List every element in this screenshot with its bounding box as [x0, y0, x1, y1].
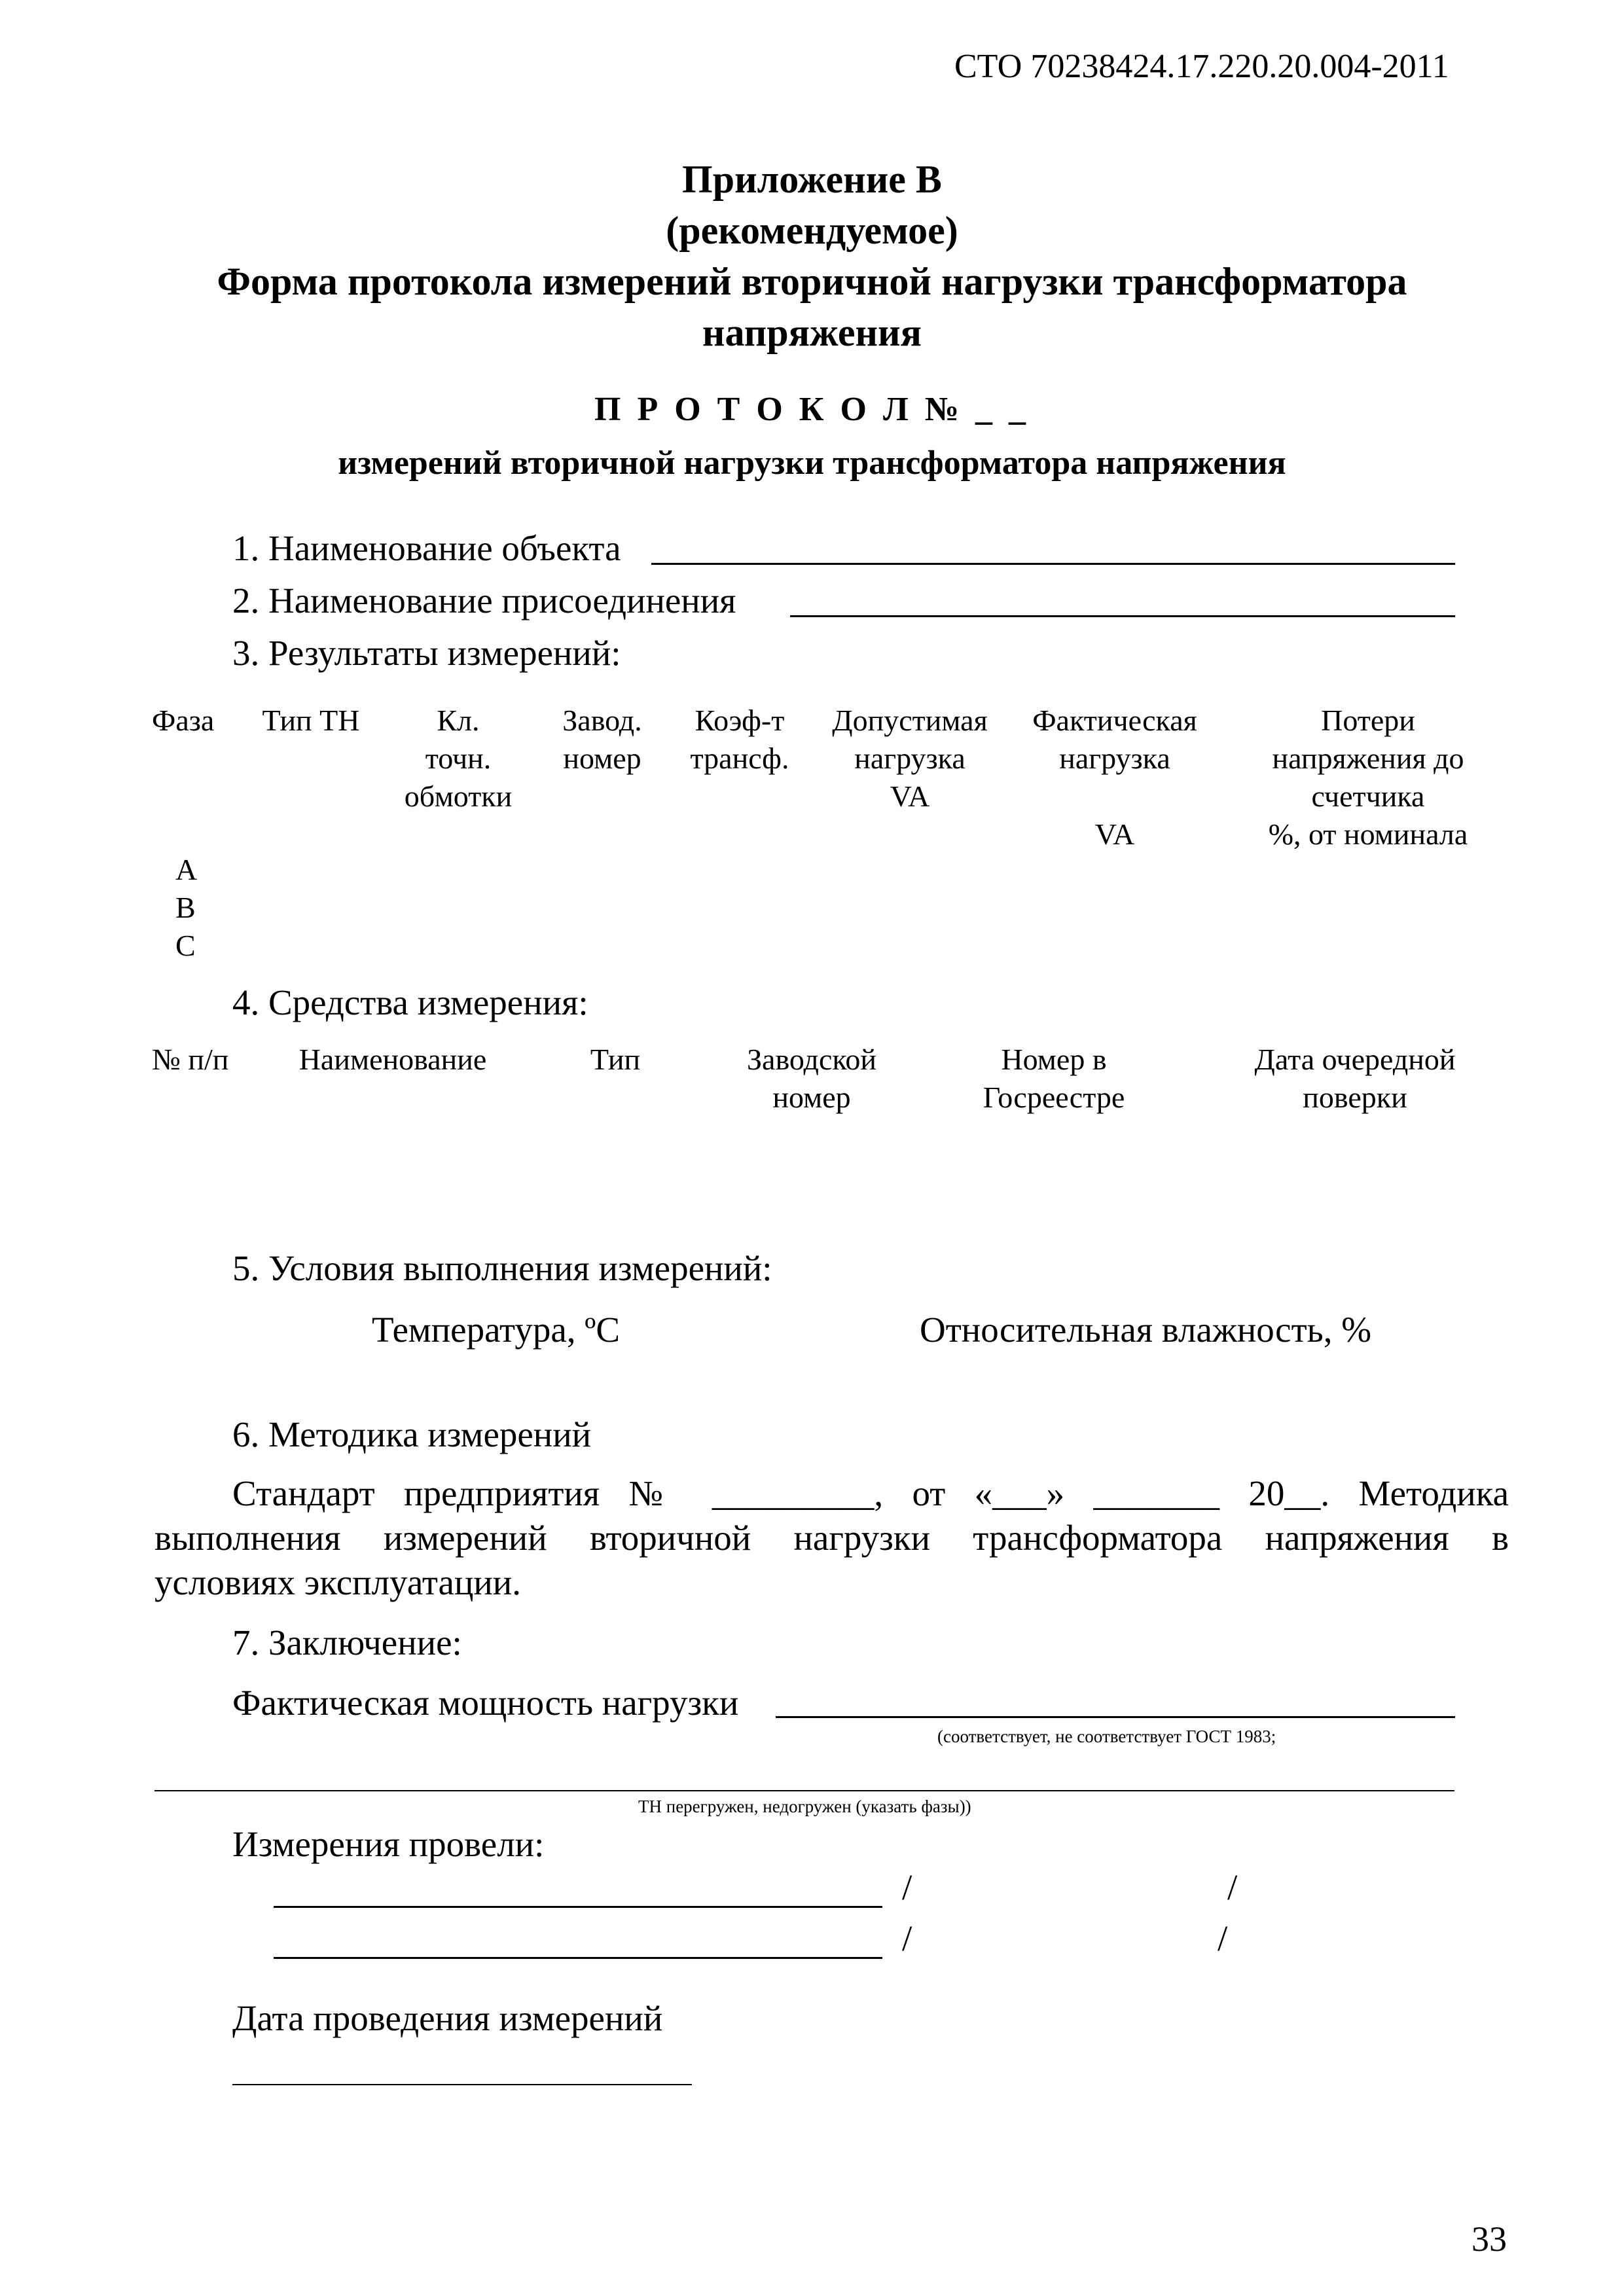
- phase-b: B: [175, 891, 196, 924]
- col-ratio: Коэф-т трансф.: [690, 704, 789, 775]
- measurement-date-label: Дата проведения измерений: [232, 1998, 663, 2038]
- instruments-label: 4. Средства измерения:: [232, 982, 588, 1022]
- connection-name-label: 2. Наименование присоединения: [232, 581, 736, 620]
- conclusion-note-1: (соответствует, не соответствует ГОСТ 1983;: [937, 1727, 1276, 1746]
- humidity-label: Относительная влажность, %: [920, 1310, 1372, 1350]
- signature-slash-1a: /: [902, 1867, 912, 1907]
- object-name-label: 1. Наименование объекта: [232, 528, 621, 568]
- col-vt-type: Тип ТН: [262, 704, 360, 737]
- col-instrument-name: Наименование: [298, 1043, 487, 1076]
- protocol-subheading: измерений вторичной нагрузки трансформатора напряжения: [338, 444, 1286, 482]
- conclusion-continuation-field[interactable]: [154, 1790, 1454, 1791]
- temperature-label: Температура, ºС: [372, 1310, 621, 1350]
- phase-a: A: [175, 853, 198, 886]
- col-actual-load: Фактическая нагрузка VA: [1032, 704, 1197, 851]
- signature-line-1[interactable]: [274, 1906, 882, 1908]
- method-text-line1: Стандарт предприятия № _________, от «___» _______ 20__. Методика: [232, 1473, 1509, 1513]
- appendix-status: (рекомендуемое): [666, 209, 958, 252]
- measurement-date-field[interactable]: [232, 2084, 692, 2085]
- col-next-verification: Дата очередной поверки: [1254, 1043, 1456, 1114]
- signature-line-2[interactable]: [274, 1957, 882, 1959]
- col-instrument-type: Тип: [590, 1043, 641, 1076]
- document-code: СТО 70238424.17.220.20.004-2011: [954, 48, 1449, 85]
- connection-name-field[interactable]: [790, 615, 1455, 617]
- method-text-line2: выполнения измерений вторичной нагрузки трансформатора напряжения в: [154, 1518, 1509, 1558]
- conclusion-note-2: ТН перегружен, недогружен (указать фазы)): [638, 1797, 971, 1816]
- col-phase: Фаза: [152, 704, 215, 737]
- results-label: 3. Результаты измерений:: [232, 633, 621, 673]
- object-name-field[interactable]: [651, 563, 1455, 565]
- method-label: 6. Методика измерений: [232, 1414, 592, 1454]
- appendix-title: Приложение В: [682, 158, 942, 201]
- col-item-number: № п/п: [152, 1043, 229, 1076]
- actual-power-label: Фактическая мощность нагрузки: [232, 1683, 739, 1723]
- col-instrument-serial: Заводской номер: [747, 1043, 876, 1114]
- conclusion-label: 7. Заключение:: [232, 1623, 462, 1662]
- signature-slash-1b: /: [1227, 1867, 1238, 1907]
- signatures-label: Измерения провели:: [232, 1824, 545, 1864]
- phase-c: C: [175, 929, 196, 962]
- appendix-subject: Форма протокола измерений вторичной нагрузки трансформатора: [217, 260, 1407, 303]
- signature-slash-2b: /: [1218, 1918, 1228, 1958]
- page-number: 33: [1471, 2219, 1507, 2259]
- signature-slash-2a: /: [902, 1918, 912, 1958]
- col-serial-number: Завод. номер: [562, 704, 642, 775]
- appendix-subject-cont: напряжения: [702, 311, 922, 354]
- protocol-heading: П Р О Т О К О Л № _ _: [594, 391, 1030, 428]
- col-registry-number: Номер в Госреестре: [983, 1043, 1125, 1114]
- col-voltage-loss: Потери напряжения до счетчика %, от номинала: [1268, 704, 1468, 851]
- col-allowed-load: Допустимая нагрузка VA: [832, 704, 988, 813]
- method-text-line3: условиях эксплуатации.: [154, 1562, 521, 1602]
- col-accuracy-class: Кл. точн. обмотки: [404, 704, 513, 813]
- actual-power-field[interactable]: [776, 1716, 1455, 1718]
- conditions-label: 5. Условия выполнения измерений:: [232, 1248, 772, 1288]
